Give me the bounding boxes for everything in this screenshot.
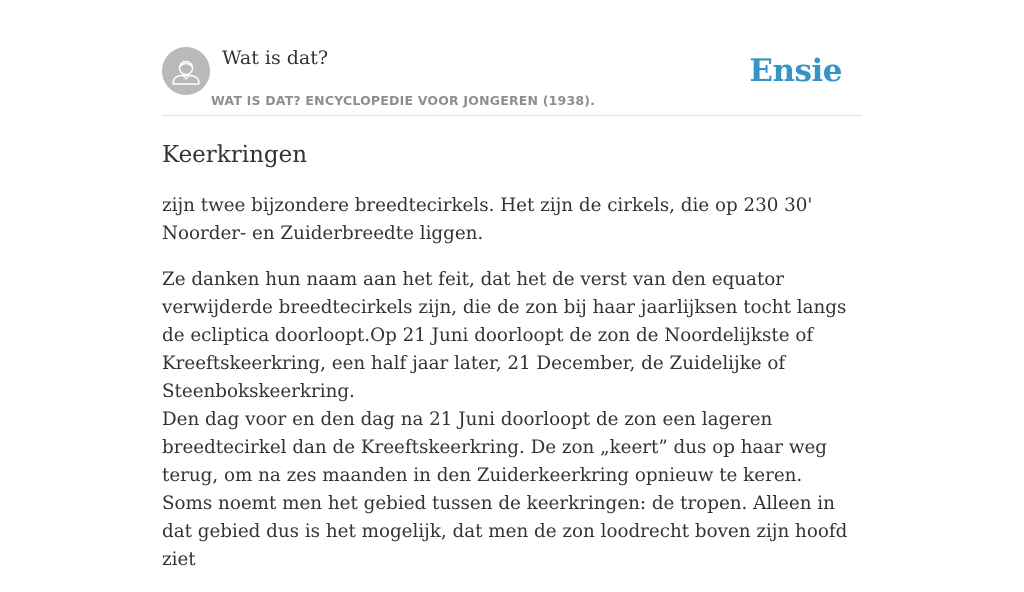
article-paragraph: [162, 266, 870, 574]
article-body: [162, 192, 870, 592]
source-label[interactable]: WAT IS DAT? ENCYCLOPEDIE VOOR JONGEREN (1938).: [211, 93, 596, 108]
article-line: Soms noemt men het gebied tussen de keerkringen: de tropen. Alleen in dat gebied dus is het mogelijk, dat men de zon loodrecht boven zijn hoofd ziet: [162, 493, 848, 570]
article-line: Den dag voor en den dag na 21 Juni doorloopt de zon een lageren breedtecirkel dan de Kreeftskeerkring. De zon „keert” dus op haar weg terug, om na zes maanden in den Zuiderkeerkring opnieuw te keren.: [162, 409, 828, 486]
article-line: Ze danken hun naam aan het feit, dat het de verst van den equator verwijderde breedtecirkels zijn, die de zon bij haar jaarlijksen tocht langs de ecliptica doorloopt.Op 21 Juni doorloopt de zon de Noordelijkste of Kreeftskeerkring, een half jaar later, 21 December, de Zuidelijke of Steenbokskeerkring.: [162, 269, 847, 402]
author-avatar[interactable]: [162, 47, 210, 95]
page: [162, 0, 862, 570]
user-icon: [162, 47, 210, 95]
ensie-logo[interactable]: Ensie: [749, 53, 842, 89]
author-name[interactable]: Wat is dat?: [222, 47, 329, 69]
article-title: Keerkringen: [162, 142, 308, 168]
article-paragraph: zijn twee bijzondere breedtecirkels. Het zijn de cirkels, die op 230 30' Noorder- en Zuiderbreedte liggen.: [162, 195, 813, 244]
post-header: [162, 46, 862, 116]
